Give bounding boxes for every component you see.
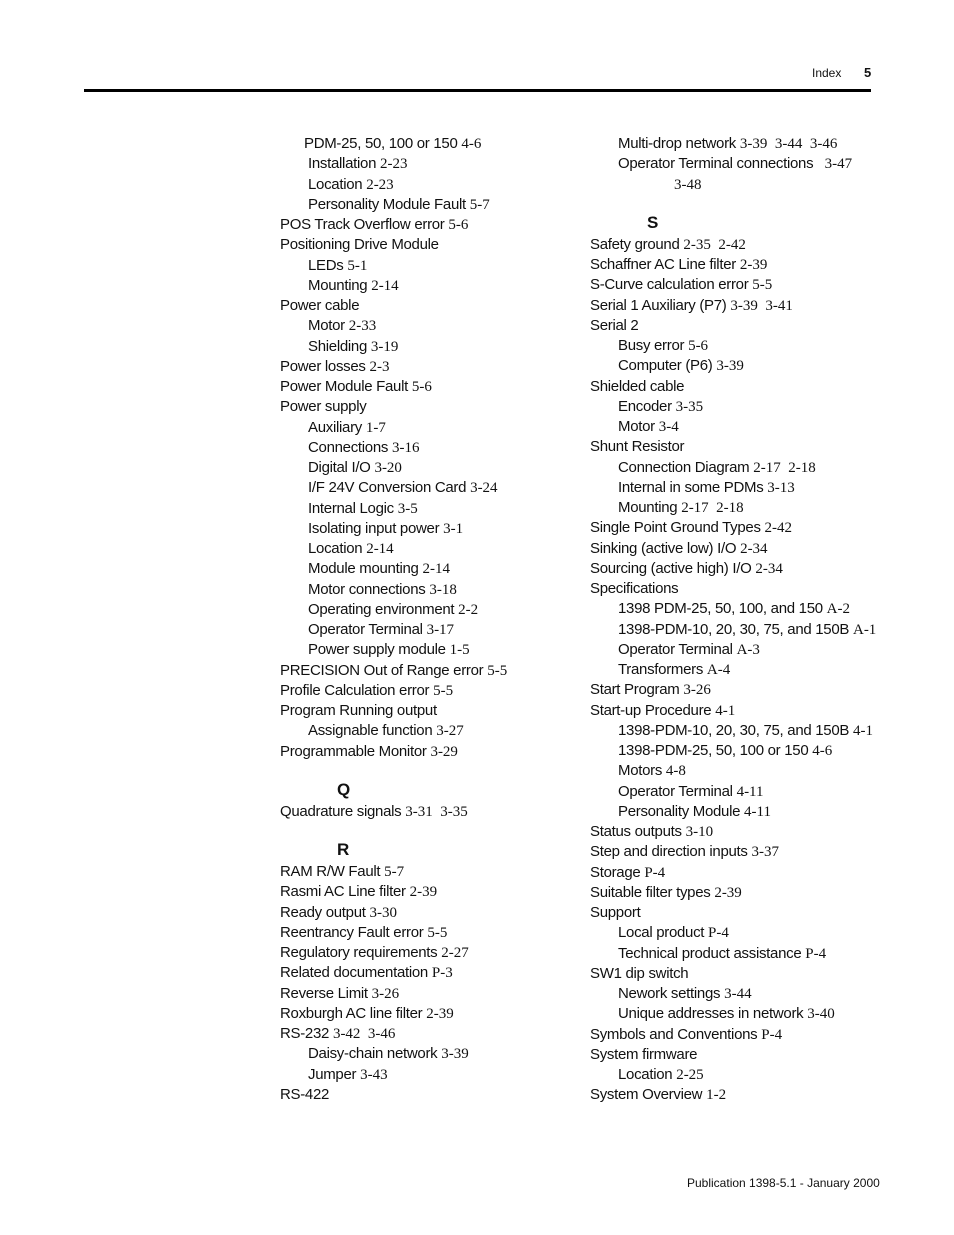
index-column-left — [280, 135, 580, 1106]
index-term: POS Track Overflow error — [280, 216, 445, 233]
index-entry — [590, 904, 890, 924]
index-entry — [590, 823, 890, 843]
index-term: Daisy-chain network — [308, 1045, 438, 1063]
index-entry — [590, 1086, 890, 1106]
index-term: Mounting — [618, 499, 678, 516]
index-page-ref: 5-6 — [411, 379, 432, 395]
index-term: SW1 dip switch — [590, 964, 689, 982]
index-page-ref: 3-10 — [685, 824, 714, 840]
index-page-ref: 4-6 — [461, 136, 482, 152]
index-entry — [590, 884, 890, 904]
index-page-ref: A-1 — [852, 621, 877, 638]
index-term: Motor — [618, 418, 655, 435]
index-term: Operating environment — [308, 600, 455, 618]
index-term: Personality Module Fault — [308, 195, 466, 213]
index-page-ref: 5-7 — [384, 864, 405, 880]
index-term: Motor — [308, 317, 345, 335]
index-entry — [590, 965, 890, 985]
index-page-ref: 3-37 — [751, 844, 779, 861]
index-term: Reverse Limit — [280, 984, 368, 1002]
index-letter-heading: S — [647, 212, 659, 232]
index-page-ref: 3-26 — [371, 985, 400, 1002]
index-term: Roxburgh AC line filter — [280, 1004, 423, 1022]
index-entry — [280, 904, 580, 924]
index-entry — [280, 581, 580, 601]
index-entry — [280, 196, 580, 216]
index-page-ref: 5-6 — [688, 338, 709, 354]
index-entry — [590, 702, 890, 722]
index-entry — [280, 722, 580, 742]
index-entry — [590, 945, 890, 965]
index-page-ref: 3-20 — [374, 460, 402, 476]
index-entry — [280, 985, 580, 1005]
index-entry — [280, 216, 580, 236]
index-page-ref: 3-4 — [658, 419, 679, 435]
index-term: Serial 2 — [590, 316, 639, 334]
index-page-ref: P-4 — [761, 1026, 783, 1043]
index-entry — [590, 135, 890, 155]
index-page-ref: 2-27 — [441, 945, 469, 961]
index-page-ref: 2-3 — [369, 358, 390, 375]
index-entry — [280, 398, 580, 418]
index-entry — [590, 762, 890, 782]
index-term: Programmable Monitor — [280, 742, 427, 760]
index-entry — [590, 722, 890, 742]
index-entry — [590, 438, 890, 458]
index-entry — [590, 681, 890, 701]
index-page-ref: 3-18 — [429, 581, 457, 598]
index-page-ref: 3-39 3-41 — [730, 297, 793, 314]
index-entry — [280, 155, 580, 175]
index-page-ref: 3-19 — [370, 338, 399, 355]
index-entry — [280, 520, 580, 540]
index-term: PDM-25, 50, 100 or 150 — [304, 135, 458, 152]
index-term: Profile Calculation error — [280, 681, 430, 699]
index-term: Operator Terminal — [618, 640, 733, 658]
index-page-ref: 5-6 — [448, 217, 469, 233]
index-term: Connection Diagram — [618, 458, 750, 476]
index-page-ref: 2-23 — [366, 176, 394, 193]
index-letter-heading: Q — [337, 779, 351, 799]
index-term: Serial 1 Auxiliary (P7) — [590, 296, 727, 314]
index-entry — [280, 964, 580, 984]
index-entry — [590, 418, 890, 438]
index-entry — [590, 1005, 890, 1025]
header-section-label: Index — [812, 66, 842, 80]
index-term: Unique addresses in network — [618, 1005, 804, 1023]
index-term: Shielding — [308, 337, 368, 355]
index-entry — [590, 621, 890, 641]
index-page-ref: 5-7 — [469, 196, 490, 213]
index-entry — [590, 176, 890, 196]
index-page-ref: 2-39 — [714, 884, 742, 901]
index-term: PRECISION Out of Range error — [280, 661, 484, 679]
index-term: Single Point Ground Types — [590, 519, 761, 537]
index-page-ref: 3-16 — [391, 439, 420, 456]
index-entry — [280, 297, 580, 317]
index-term: Ready output — [280, 903, 366, 921]
index-term: Connections — [308, 438, 389, 456]
index-entry — [280, 1025, 580, 1045]
index-term: Operator Terminal — [308, 621, 423, 638]
index-term: Shunt Resistor — [590, 438, 685, 456]
index-term: Internal Logic — [308, 499, 394, 517]
index-term: Support — [590, 904, 641, 921]
index-page-ref: 2-25 — [676, 1067, 704, 1083]
index-page-ref: 2-17 2-18 — [753, 459, 816, 476]
index-page-ref: 2-14 — [371, 277, 399, 294]
index-page-ref: 2-39 — [426, 1005, 454, 1022]
index-page-ref: 5-1 — [347, 257, 368, 274]
index-entry — [280, 135, 580, 155]
index-page-ref: 3-43 — [360, 1066, 388, 1083]
index-term: RS-232 — [280, 1025, 330, 1042]
index-column-right — [590, 135, 890, 1107]
index-term: Personality Module — [618, 802, 741, 820]
index-entry — [590, 256, 890, 276]
index-page-ref: 3-17 — [426, 622, 455, 638]
index-entry — [590, 297, 890, 317]
index-entry — [280, 1066, 580, 1086]
index-page-ref: 3-39 — [716, 358, 744, 375]
index-term: Auxiliary — [308, 418, 362, 436]
index-term: Busy error — [618, 337, 685, 354]
index-page-ref: 3-29 — [430, 743, 458, 760]
index-term: Schaffner AC Line filter — [590, 256, 736, 273]
index-page-ref: 5-5 — [752, 277, 773, 294]
index-page-ref: 4-11 — [736, 783, 764, 800]
index-entry — [590, 985, 890, 1005]
index-term: Shielded cable — [590, 377, 685, 395]
index-term: Encoder — [618, 397, 672, 415]
index-entry — [280, 358, 580, 378]
index-term: Power supply — [280, 398, 367, 416]
index-entry — [280, 803, 580, 823]
index-entry — [280, 1045, 580, 1065]
index-page-ref: 2-17 2-18 — [681, 500, 744, 516]
index-term: Jumper — [308, 1065, 357, 1083]
index-entry — [590, 864, 890, 884]
index-term: Power Module Fault — [280, 378, 408, 395]
index-term: 1398-PDM-10, 20, 30, 75, and 150B — [618, 721, 850, 739]
index-term: Step and direction inputs — [590, 843, 748, 861]
index-page-ref: 2-34 — [740, 540, 768, 557]
index-term: Reentrancy Fault error — [280, 923, 424, 941]
index-term: Specifications — [590, 580, 679, 597]
index-term: RS-422 — [280, 1085, 330, 1103]
index-page-ref: 3-42 3-46 — [332, 1026, 396, 1042]
index-term: Isolating input power — [308, 519, 440, 537]
index-term: Suitable filter types — [590, 883, 711, 901]
index-term: Power supply module — [308, 641, 446, 659]
index-page-ref: A-3 — [736, 641, 760, 658]
index-page-ref: 2-33 — [348, 318, 377, 335]
index-entry — [280, 682, 580, 702]
index-entry — [590, 742, 890, 762]
index-term: Program Running output — [280, 702, 437, 719]
index-page-ref: 2-34 — [755, 560, 783, 577]
index-term: LEDs — [308, 256, 344, 274]
index-page-ref: P-4 — [708, 925, 729, 942]
index-page-ref: A-4 — [706, 662, 731, 678]
index-page-ref: 3-26 — [683, 682, 711, 699]
header-page-number: 5 — [864, 65, 872, 80]
index-term: Multi-drop network — [618, 135, 736, 152]
index-entry — [590, 479, 890, 499]
index-entry — [590, 641, 890, 661]
index-page-ref: 3-39 — [441, 1046, 469, 1063]
index-entry — [590, 378, 890, 398]
index-page-ref: P-4 — [644, 864, 666, 881]
index-entry — [590, 803, 890, 823]
index-entry — [590, 398, 890, 418]
index-term: Start-up Procedure — [590, 701, 712, 719]
index-entry — [590, 459, 890, 479]
index-term: Sinking (active low) I/O — [590, 539, 737, 557]
index-entry — [280, 883, 580, 903]
header-rule — [84, 89, 871, 92]
index-page-ref: 3-31 3-35 — [405, 803, 468, 820]
index-entry — [280, 459, 580, 479]
index-page-ref: 1-2 — [706, 1087, 727, 1104]
index-page-ref: 3-24 — [470, 480, 498, 497]
index-entry — [590, 560, 890, 580]
index-term: Operator Terminal — [618, 782, 733, 800]
index-entry — [590, 155, 890, 175]
index-entry — [590, 580, 890, 600]
index-entry — [280, 176, 580, 196]
index-entry — [280, 662, 580, 682]
index-page-ref: 3-48 — [674, 176, 702, 193]
index-entry — [590, 276, 890, 296]
index-page-ref: 2-2 — [458, 601, 479, 618]
index-term: Regulatory requirements — [280, 944, 438, 961]
index-page-ref: 4-11 — [744, 803, 771, 820]
index-entry — [280, 944, 580, 964]
index-entry — [280, 236, 580, 256]
index-term: Local product — [618, 924, 705, 942]
index-term: Computer (P6) — [618, 357, 713, 375]
index-term: Symbols and Conventions — [590, 1025, 758, 1043]
index-page-ref: 2-39 — [409, 884, 438, 901]
index-entry — [280, 317, 580, 337]
index-term: Safety ground — [590, 235, 680, 253]
index-term: Power cable — [280, 297, 360, 314]
index-page-ref: 2-39 — [739, 257, 768, 273]
index-page-ref: 4-6 — [812, 743, 833, 759]
index-term: Operator Terminal connections — [618, 155, 814, 173]
index-entry — [280, 439, 580, 459]
index-term: Transformers — [618, 661, 704, 678]
index-term: Motor connections — [308, 580, 426, 598]
index-page-ref: 3-40 — [807, 1006, 835, 1023]
index-entry — [280, 338, 580, 358]
index-page-ref: 3-1 — [443, 520, 464, 537]
index-page-ref: 3-27 — [436, 723, 464, 740]
index-entry — [280, 1005, 580, 1025]
index-term: 1398-PDM-25, 50, 100 or 150 — [618, 742, 809, 759]
index-term: Status outputs — [590, 823, 682, 840]
index-entry — [280, 1086, 580, 1106]
index-entry — [280, 378, 580, 398]
index-term: Location — [618, 1066, 673, 1083]
index-page-ref: 3-39 3-44 3-46 — [739, 136, 838, 152]
index-entry — [280, 924, 580, 944]
index-page-ref: 4-1 — [852, 722, 873, 739]
index-term: Module mounting — [308, 560, 419, 578]
index-entry — [590, 317, 890, 337]
index-entry — [280, 743, 580, 763]
index-entry — [280, 601, 580, 621]
index-entry — [590, 924, 890, 944]
index-term: Positioning Drive Module — [280, 236, 439, 254]
index-page-ref: 3-13 — [767, 479, 795, 496]
index-term: Nework settings — [618, 985, 721, 1002]
index-entry — [590, 357, 890, 377]
index-entry — [590, 783, 890, 803]
index-entry — [590, 1026, 890, 1046]
index-page-ref: 3-44 — [724, 986, 752, 1002]
index-term: Rasmi AC Line filter — [280, 883, 406, 901]
index-page-ref: P-4 — [805, 945, 827, 962]
index-term: I/F 24V Conversion Card — [308, 479, 467, 497]
index-entry — [280, 479, 580, 499]
index-entry — [280, 863, 580, 883]
index-term: 1398-PDM-10, 20, 30, 75, and 150B — [618, 620, 850, 638]
index-page-ref: 5-5 — [433, 682, 454, 699]
index-term: Power losses — [280, 357, 366, 375]
index-term: Digital I/O — [308, 459, 371, 476]
index-page-ref: P-3 — [431, 965, 453, 982]
index-term: Motors — [618, 762, 663, 780]
index-term: 1398 PDM-25, 50, 100, and 150 — [618, 600, 823, 618]
footer-publication: Publication 1398-5.1 - January 2000 — [687, 1176, 880, 1190]
index-entry — [280, 621, 580, 641]
index-page-ref: A-2 — [826, 601, 850, 618]
index-page-ref: 2-23 — [380, 156, 408, 173]
index-entry — [590, 337, 890, 357]
index-term: Quadrature signals — [280, 802, 402, 820]
index-entry — [590, 600, 890, 620]
index-term: Sourcing (active high) I/O — [590, 559, 752, 577]
index-term: Location — [308, 540, 363, 557]
index-term: S-Curve calculation error — [590, 276, 749, 294]
index-term: Technical product assistance — [618, 944, 802, 962]
index-page-ref: 2-35 2-42 — [683, 236, 746, 253]
index-page-ref: 3-30 — [369, 904, 398, 921]
index-entry — [280, 500, 580, 520]
index-entry — [590, 1066, 890, 1086]
index-page-ref: 1-7 — [365, 419, 386, 436]
index-entry — [280, 702, 580, 722]
index-entry — [280, 540, 580, 560]
index-entry — [590, 236, 890, 256]
index-entry — [590, 661, 890, 681]
index-page-ref: 5-5 — [427, 924, 448, 941]
index-term: Storage — [590, 863, 641, 881]
index-entry — [280, 560, 580, 580]
index-page-ref: 3-5 — [397, 500, 418, 517]
index-term: Assignable function — [308, 722, 433, 740]
index-term: Related documentation — [280, 964, 428, 982]
index-entry — [590, 540, 890, 560]
index-term: Location — [308, 175, 363, 193]
index-term: RAM R/W Fault — [280, 863, 381, 880]
index-page-ref: 3-35 — [675, 398, 704, 415]
index-page-ref: 4-8 — [665, 763, 686, 780]
index-entry — [280, 277, 580, 297]
index-entry — [280, 419, 580, 439]
index-term: Mounting — [308, 276, 368, 294]
index-page-ref: 2-14 — [366, 541, 394, 557]
index-term: System Overview — [590, 1086, 703, 1104]
index-page-ref: 4-1 — [715, 702, 736, 719]
index-term: Start Program — [590, 681, 680, 699]
index-term: System firmware — [590, 1045, 698, 1063]
index-entry — [590, 519, 890, 539]
index-entry — [280, 641, 580, 661]
index-entry — [280, 257, 580, 277]
index-page-ref: 5-5 — [487, 662, 508, 679]
index-entry — [590, 499, 890, 519]
index-entry — [590, 1046, 890, 1066]
index-page-ref: 1-5 — [449, 642, 470, 659]
index-letter-heading: R — [337, 840, 350, 859]
index-page-ref: 2-42 — [764, 520, 793, 537]
index-term: Internal in some PDMs — [618, 478, 764, 496]
index-page-ref: 3-47 — [817, 156, 853, 173]
index-entry — [590, 843, 890, 863]
index-page-ref: 2-14 — [422, 561, 450, 578]
index-term: Installation — [308, 155, 377, 173]
